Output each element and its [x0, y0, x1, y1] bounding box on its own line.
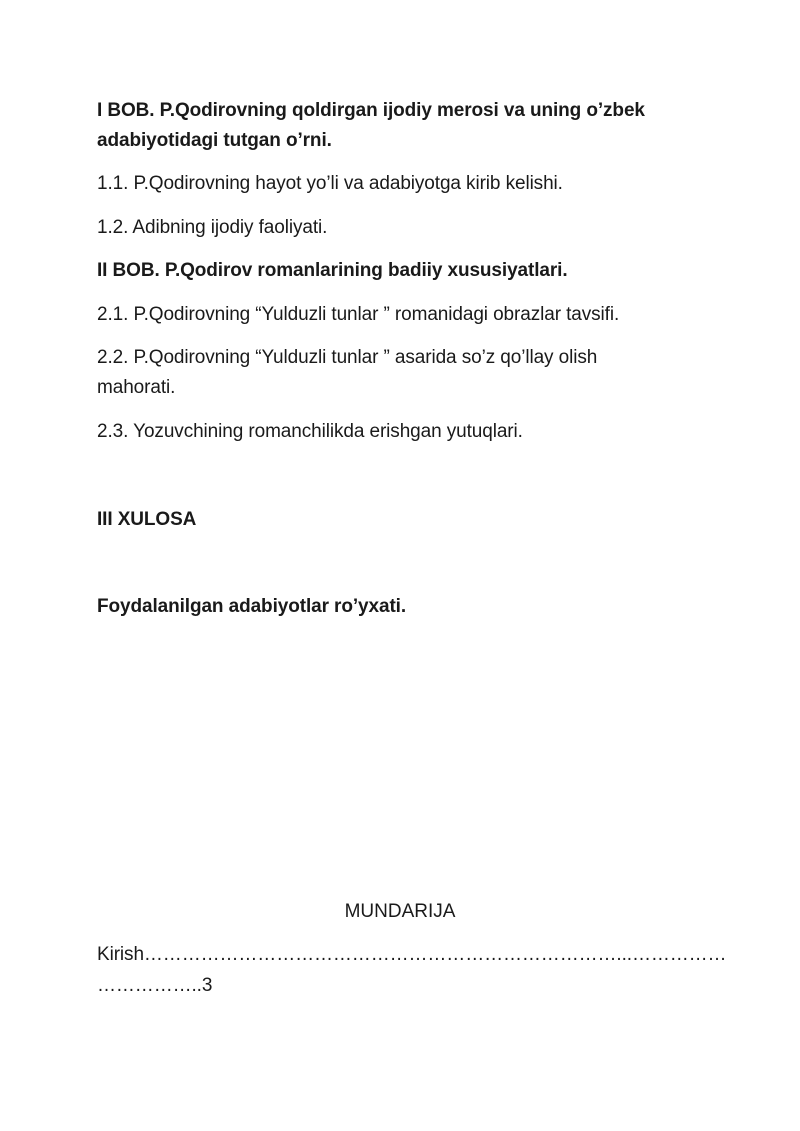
chapter-2-title: II BOB. P.Qodirov romanlarining badiiy xususiyatlari. [97, 260, 568, 281]
toc-item-1-2: 1.2. Adibning ijodiy faoliyati. [97, 217, 328, 238]
conclusion-title: III XULOSA [97, 509, 197, 530]
toc-item-2-2-line-1: 2.2. P.Qodirovning “Yulduzli tunlar ” asarida so’z qo’llay olish [97, 347, 598, 368]
toc-item-1-1: 1.1. P.Qodirovning hayot yo’li va adabiyotga kirib kelishi. [97, 173, 563, 194]
toc-intro-line-2: ……………..3 [97, 975, 213, 996]
toc-item-2-3: 2.3. Yozuvchining romanchilikda erishgan yutuqlari. [97, 421, 523, 442]
references-title: Foydalanilgan adabiyotlar ro’yxati. [97, 596, 407, 617]
toc-intro-line-1: Kirish…………………………………………………………………...…………… [97, 944, 727, 965]
chapter-1-title-line-2: adabiyotidagi tutgan o’rni. [97, 130, 332, 151]
toc-item-2-2-line-2: mahorati. [97, 377, 176, 398]
chapter-1-title-line-1: I BOB. P.Qodirovning qoldirgan ijodiy merosi va uning o’zbek [97, 100, 645, 121]
toc-item-2-1: 2.1. P.Qodirovning “Yulduzli tunlar ” romanidagi obrazlar tavsifi. [97, 304, 620, 325]
mundarija-heading: MUNDARIJA [344, 901, 456, 922]
